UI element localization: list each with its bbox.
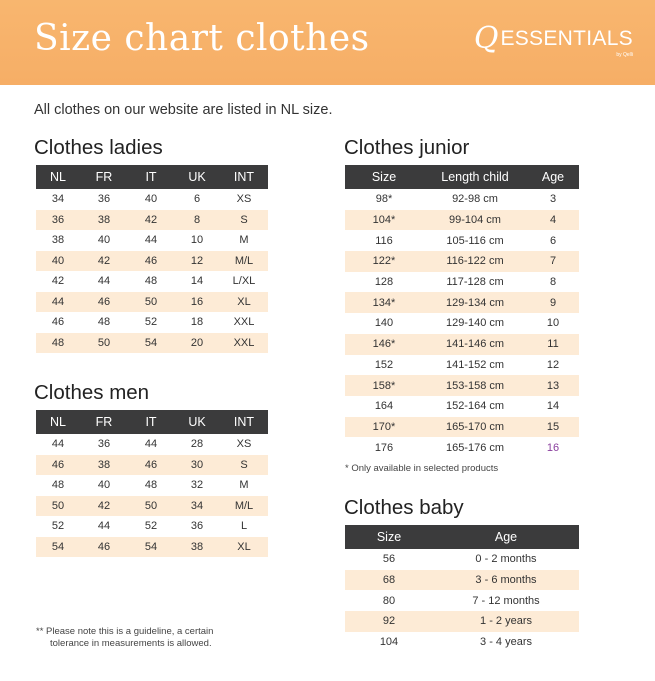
table-row	[36, 496, 268, 517]
column-header: Age	[527, 165, 579, 189]
table-cell: 165-170 cm	[423, 417, 527, 438]
table-cell: 15	[527, 417, 579, 438]
table-cell: 104	[345, 632, 433, 653]
table-cell: 42	[80, 496, 128, 517]
column-header: Age	[433, 525, 579, 549]
table-cell: 40	[80, 230, 128, 251]
table-cell: S	[220, 210, 268, 231]
table-cell: 54	[128, 537, 174, 558]
baby-size-table	[345, 525, 579, 652]
men-title: Clothes men	[34, 381, 150, 404]
table-cell: 7	[527, 251, 579, 272]
baby-title: Clothes baby	[344, 496, 464, 519]
table-cell: 1 - 2 years	[433, 611, 579, 632]
table-cell: 68	[345, 570, 433, 591]
table-cell: 30	[174, 455, 220, 476]
table-row	[36, 271, 268, 292]
table-row	[345, 355, 579, 376]
table-cell: 116	[345, 230, 423, 251]
table-row	[345, 292, 579, 313]
junior-availability-note: * Only available in selected products	[345, 463, 499, 474]
column-header: UK	[174, 410, 220, 434]
table-cell: 46	[36, 455, 80, 476]
table-cell: 52	[128, 516, 174, 537]
table-cell: 9	[527, 292, 579, 313]
table-row	[345, 437, 579, 458]
table-cell: 176	[345, 437, 423, 458]
table-cell: 44	[80, 516, 128, 537]
guideline-footnote	[36, 626, 213, 650]
table-cell: 52	[36, 516, 80, 537]
table-row	[345, 375, 579, 396]
table-cell: 141-152 cm	[423, 355, 527, 376]
table-header-row	[36, 410, 268, 434]
table-cell: 48	[36, 333, 80, 354]
table-row	[345, 590, 579, 611]
table-cell: L	[220, 516, 268, 537]
table-row	[36, 333, 268, 354]
table-cell: 140	[345, 313, 423, 334]
table-header-row	[345, 165, 579, 189]
table-row	[345, 251, 579, 272]
junior-size-table	[345, 165, 579, 458]
table-cell: 52	[128, 312, 174, 333]
table-cell: 44	[80, 271, 128, 292]
table-cell: 92	[345, 611, 433, 632]
table-cell: 50	[128, 496, 174, 517]
table-row	[36, 189, 268, 210]
table-cell: 46	[80, 537, 128, 558]
table-cell: 153-158 cm	[423, 375, 527, 396]
table-cell: 32	[174, 475, 220, 496]
table-cell: 158*	[345, 375, 423, 396]
table-cell: 10	[527, 313, 579, 334]
footnote-line-1: ** Please note this is a guideline, a certain	[36, 626, 214, 637]
table-cell: 10	[174, 230, 220, 251]
intro-text: All clothes on our website are listed in NL size.	[34, 102, 333, 118]
table-cell: 128	[345, 272, 423, 293]
table-row	[36, 455, 268, 476]
table-row	[36, 230, 268, 251]
table-cell: M	[220, 230, 268, 251]
table-cell: XXL	[220, 312, 268, 333]
table-row	[36, 537, 268, 558]
brand-logo-name: ESSENTIALS	[500, 27, 633, 50]
table-cell: XS	[220, 434, 268, 455]
table-row	[36, 292, 268, 313]
table-cell: 3	[527, 189, 579, 210]
table-cell: M/L	[220, 251, 268, 272]
table-cell: 44	[36, 434, 80, 455]
table-cell: 129-134 cm	[423, 292, 527, 313]
table-cell: 46	[80, 292, 128, 313]
column-header: INT	[220, 165, 268, 189]
table-cell: 105-116 cm	[423, 230, 527, 251]
table-cell: S	[220, 455, 268, 476]
table-cell: 4	[527, 210, 579, 231]
table-cell: 117-128 cm	[423, 272, 527, 293]
table-cell: 46	[128, 455, 174, 476]
page-title: Size chart clothes	[34, 18, 370, 59]
table-row	[36, 312, 268, 333]
column-header: Size	[345, 525, 433, 549]
table-cell: 165-176 cm	[423, 437, 527, 458]
table-cell: 164	[345, 396, 423, 417]
table-cell: 48	[128, 271, 174, 292]
table-cell: 48	[36, 475, 80, 496]
table-cell: 122*	[345, 251, 423, 272]
table-cell: M/L	[220, 496, 268, 517]
brand-logo-letter: Q	[473, 21, 499, 56]
table-cell: XL	[220, 292, 268, 313]
table-cell: 50	[36, 496, 80, 517]
table-cell: 98*	[345, 189, 423, 210]
table-row	[345, 549, 579, 570]
column-header: FR	[80, 165, 128, 189]
table-cell: 170*	[345, 417, 423, 438]
table-cell: 40	[80, 475, 128, 496]
table-row	[345, 189, 579, 210]
table-cell: 146*	[345, 334, 423, 355]
table-cell: 38	[174, 537, 220, 558]
table-cell: 18	[174, 312, 220, 333]
table-cell: 36	[36, 210, 80, 231]
footnote-line-2: tolerance in measurements is allowed.	[50, 638, 212, 649]
table-cell: 6	[527, 230, 579, 251]
column-header: FR	[80, 410, 128, 434]
column-header: NL	[36, 165, 80, 189]
table-cell: 36	[80, 189, 128, 210]
table-cell: 34	[174, 496, 220, 517]
table-cell: 42	[128, 210, 174, 231]
table-cell: 42	[80, 251, 128, 272]
table-cell: 16	[174, 292, 220, 313]
table-cell: 116-122 cm	[423, 251, 527, 272]
brand-logo	[473, 21, 633, 58]
table-cell: 50	[80, 333, 128, 354]
table-cell: 48	[128, 475, 174, 496]
column-header: IT	[128, 165, 174, 189]
table-cell: 12	[527, 355, 579, 376]
ladies-title: Clothes ladies	[34, 136, 163, 159]
column-header: IT	[128, 410, 174, 434]
table-cell: 42	[36, 271, 80, 292]
table-cell: 48	[80, 312, 128, 333]
table-cell: XS	[220, 189, 268, 210]
table-cell: 12	[174, 251, 220, 272]
column-header: Size	[345, 165, 423, 189]
table-cell: 99-104 cm	[423, 210, 527, 231]
table-cell: 8	[174, 210, 220, 231]
table-cell: 54	[128, 333, 174, 354]
table-cell: 20	[174, 333, 220, 354]
table-cell: 46	[36, 312, 80, 333]
table-cell: 92-98 cm	[423, 189, 527, 210]
table-row	[345, 313, 579, 334]
table-cell: 36	[80, 434, 128, 455]
table-cell: 46	[128, 251, 174, 272]
table-cell: L/XL	[220, 271, 268, 292]
junior-title: Clothes junior	[344, 136, 470, 159]
table-cell: XXL	[220, 333, 268, 354]
table-cell: 11	[527, 334, 579, 355]
table-cell: 14	[174, 271, 220, 292]
table-cell: 134*	[345, 292, 423, 313]
table-cell: 13	[527, 375, 579, 396]
table-row	[345, 570, 579, 591]
table-cell: M	[220, 475, 268, 496]
table-row	[345, 417, 579, 438]
table-cell: 54	[36, 537, 80, 558]
table-cell: 3 - 6 months	[433, 570, 579, 591]
table-cell: 8	[527, 272, 579, 293]
table-row	[345, 396, 579, 417]
column-header: NL	[36, 410, 80, 434]
table-row	[345, 611, 579, 632]
table-header-row	[36, 165, 268, 189]
table-row	[345, 334, 579, 355]
table-cell: 44	[128, 434, 174, 455]
column-header: Length child	[423, 165, 527, 189]
table-cell: 7 - 12 months	[433, 590, 579, 611]
table-cell: 44	[36, 292, 80, 313]
table-cell: 38	[36, 230, 80, 251]
table-cell: 104*	[345, 210, 423, 231]
header-banner	[0, 0, 655, 85]
brand-logo-sub: by Qelli	[616, 52, 633, 58]
table-cell: 0 - 2 months	[433, 549, 579, 570]
table-cell: 38	[80, 210, 128, 231]
table-cell: 40	[36, 251, 80, 272]
table-row	[345, 632, 579, 653]
table-cell: XL	[220, 537, 268, 558]
table-row	[345, 230, 579, 251]
table-cell: 80	[345, 590, 433, 611]
table-cell: 28	[174, 434, 220, 455]
table-cell: 14	[527, 396, 579, 417]
table-cell: 152	[345, 355, 423, 376]
table-cell: 16	[527, 437, 579, 458]
table-row	[36, 475, 268, 496]
table-row	[36, 210, 268, 231]
men-size-table	[36, 410, 268, 557]
table-cell: 56	[345, 549, 433, 570]
table-cell: 40	[128, 189, 174, 210]
ladies-size-table	[36, 165, 268, 353]
table-cell: 34	[36, 189, 80, 210]
table-cell: 3 - 4 years	[433, 632, 579, 653]
table-row	[36, 434, 268, 455]
table-cell: 36	[174, 516, 220, 537]
table-row	[36, 516, 268, 537]
table-cell: 50	[128, 292, 174, 313]
column-header: UK	[174, 165, 220, 189]
column-header: INT	[220, 410, 268, 434]
table-cell: 6	[174, 189, 220, 210]
table-cell: 129-140 cm	[423, 313, 527, 334]
table-cell: 38	[80, 455, 128, 476]
table-row	[345, 272, 579, 293]
table-row	[36, 251, 268, 272]
table-cell: 44	[128, 230, 174, 251]
table-cell: 152-164 cm	[423, 396, 527, 417]
table-cell: 141-146 cm	[423, 334, 527, 355]
table-header-row	[345, 525, 579, 549]
table-row	[345, 210, 579, 231]
